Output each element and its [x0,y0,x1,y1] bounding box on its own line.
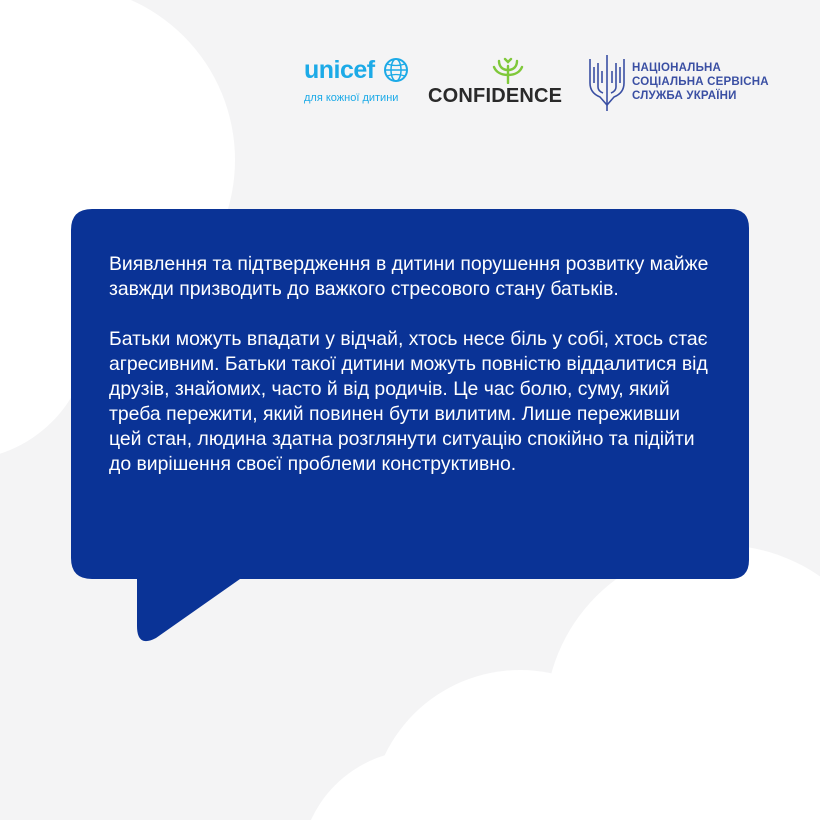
unicef-tagline: для кожної дитини [304,92,399,104]
unicef-wordmark: unicef [304,56,375,84]
message-paragraph-2: Батьки можуть впадати у відчай, хтось несе біль у собі, хтось стає агресивним. Батьки такої дитини можуть повністю віддалитися від друзів, знайомих, часто й від родичів. Це час болю, суму, який треба пережити, який повинен бути вилитим. Лише переживши цей стан, людина здатна розглянути ситуацію спокійно та підійти до вирішення своєї проблеми конструктивно. [109,328,708,475]
message-paragraph-1: Виявлення та підтвердження в дитини порушення розвитку майже завжди призводить до важкого стресового стану батьків. [109,253,709,300]
nss-title-line-2: СОЦІАЛЬНА СЕРВІСНА [632,76,769,88]
nss-title-line-3: СЛУЖБА УКРАЇНИ [632,90,737,102]
nss-title-line-1: НАЦІОНАЛЬНА [632,62,722,74]
message-text [109,252,709,477]
confidence-wordmark: CONFIDENCE [428,85,563,107]
